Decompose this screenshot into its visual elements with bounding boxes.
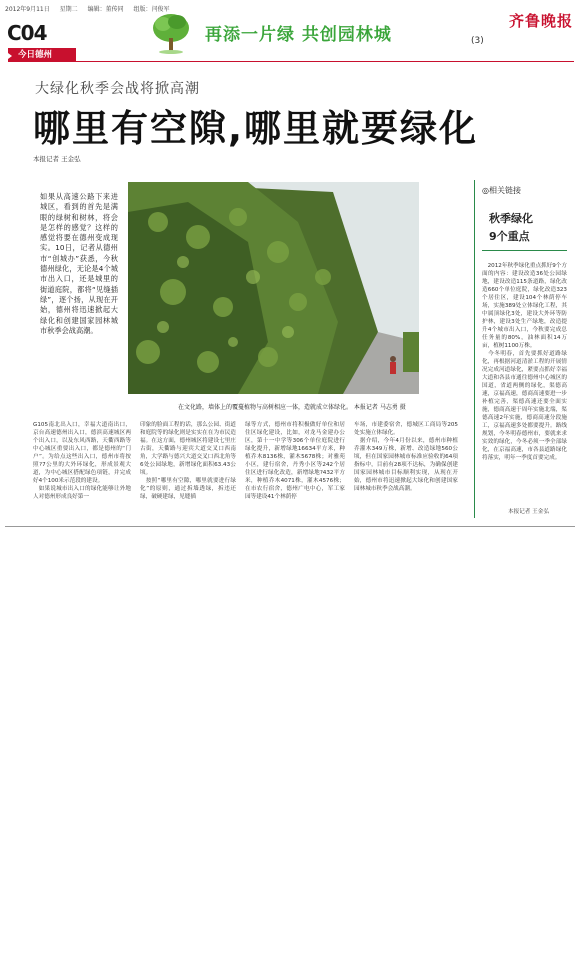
article-headline: 哪里有空隙,哪里就要绿化 <box>33 107 479 150</box>
sidebar-label: ◎相关链接 <box>482 186 521 195</box>
page-number: C04 <box>7 21 47 45</box>
section-tag <box>8 48 76 62</box>
body-column-4: 车场，市建委宿舍，德城区工商局等205处实施立体绿化。 据介绍，今年4月份以来，德州市种植乔灌木349万株，新增、改造绿地560公顷，但在国家园林城市标准应验收的64项指标中，目前有28项不达标，为确保创建国家园林城市目标顺利实现，从现在开始，德州市将迅速掀起大绿化和创建国家园林城市秋季会战高潮。 <box>354 422 458 492</box>
sidebar-body: 2012年秋季绿化重点抓好9个方面的内容：建设改造36处公园绿地，建设改造115条道路，绿化改造660个单位庭院，绿化改造323个居住区，建设104个林荫停车场，实施389处立体绿化工程，其中属顶绿化3处，建设大外环等防护林，建设3处生产绿地，改造提升4个城市出入口，今秋要完成总任务量的80%，油林面积14万亩，植树1100万株。 今冬明春，首先要抓好道路绿化，再根据河道清淤工程的开展情况完成河道绿化，紧要点抓好幸福大道和各县市通往德州中心城区的国道，省道两侧的绿化，渠德高速，京福高速，德商高速要进一步补植完善，渠德高速还要全面实施，德商高速于周年实施北端，渠德高速2年实施，德商高速分段施工，京福高速多处都要提升。路线规划，今冬明春德州市，要就来求实效的绿化，今冬必须一季全部绿化，在京福高速，市各县道路绿化将落实，明年一季度首要完成。 <box>482 263 567 461</box>
sidebar-byline: 本报记者 王金弘 <box>508 509 549 515</box>
issue-date: 2012年9月11日 <box>5 6 50 13</box>
campaign-slogan: 再添一片绿 共创园林城 <box>205 25 392 45</box>
campaign-banner <box>145 12 485 54</box>
body-column-3: 绿等方式，德州市将积极做好单位和居住区绿化建设，比如，对龙马金建办公区，第十一中学等306个单位庭院进行绿化提升，新增绿地16634平方米，种植乔木8136株，灌木5678株；对雅苑小区，建行宿舍，丹秀小区等242个居住区进行绿化改造，新增绿地?432平方米，种植乔木4071株，灌木4576株；在市农行宿舍，德州广电中心，军工家园等建设41个林荫停 <box>245 422 345 500</box>
campaign-number: (3) <box>471 36 484 46</box>
body-column-2: 印象的脸面工程的话，那么公园、街道和庭院等的绿化则是实实在在为市民造福。在这方面，德州城区将建设七里庄古街，天衢路与迎宾大道交叉口西南角，大学路与德兴大道交叉口西北角等6处公园绿地，新增绿化面积63.43公顷。 按照“哪里有空隙，哪里就要进行绿化”的原则，通过拆墙透绿，拆违还绿，破硬建绿，见缝插 <box>140 422 236 500</box>
section-label: 今日德州 <box>18 50 53 60</box>
sidebar-title <box>489 210 533 246</box>
body-column-1: G105南北出入口，幸福大道南出口，京台高速德州出入口，德滨高速城区两个出入口，以及东风西路，天衢西路等中心城区重要出入口，都是德州的“门户”。为给点这些出入口，德州市将按照?7公里的大外环绿化，形成景观大道，为中心城区搭配绿色项链，并完成好4个100米示范段的建设。 如果说城市出入口的绿化能够让外地人对德州形成良好第一 <box>33 422 131 500</box>
layout-credit: 组版：闫俊军 <box>133 6 170 13</box>
article-byline: 本报记者 王金弘 <box>33 155 81 163</box>
sidebar-rule-vertical <box>474 180 475 518</box>
sidebar-title-line2: 9个重点 <box>489 230 530 243</box>
page-bottom-edge <box>5 526 575 527</box>
section-divider <box>8 61 574 62</box>
newspaper-logo: 齐鲁晚报 <box>508 12 573 30</box>
green-wall-photo <box>128 182 419 394</box>
article-lead: 如果从高速公路下来进城区，看到的首先是满眼的绿树和树林，将会是怎样的感觉？这样的感觉将要在德州变成现实。10日，记者从德州市“创城办”获悉，今秋德州绿化，无论是4个城市出入口，还是城里的街道庭院，都将“见缝插绿”，逐个扬，从现在开始，德州将迅速掀起大绿化和创建国家园林城市秋季会战高潮。 <box>40 192 118 335</box>
issue-weekday: 星期二 <box>59 6 78 13</box>
article-subhead: 大绿化秋季会战将掀高潮 <box>35 81 200 97</box>
editor-credit: 编辑：董传同 <box>87 6 124 13</box>
sidebar-title-line1: 秋季绿化 <box>489 212 533 225</box>
section-arrow-icon <box>8 53 12 59</box>
tree-icon <box>149 12 193 54</box>
article-photo <box>128 182 419 394</box>
sidebar-divider <box>482 250 567 251</box>
photo-caption: 在文化路，墙体上的覆蔓植物与高树相应一体，造就成立体绿化。 本报记者 马志勇 摄 <box>178 404 406 411</box>
